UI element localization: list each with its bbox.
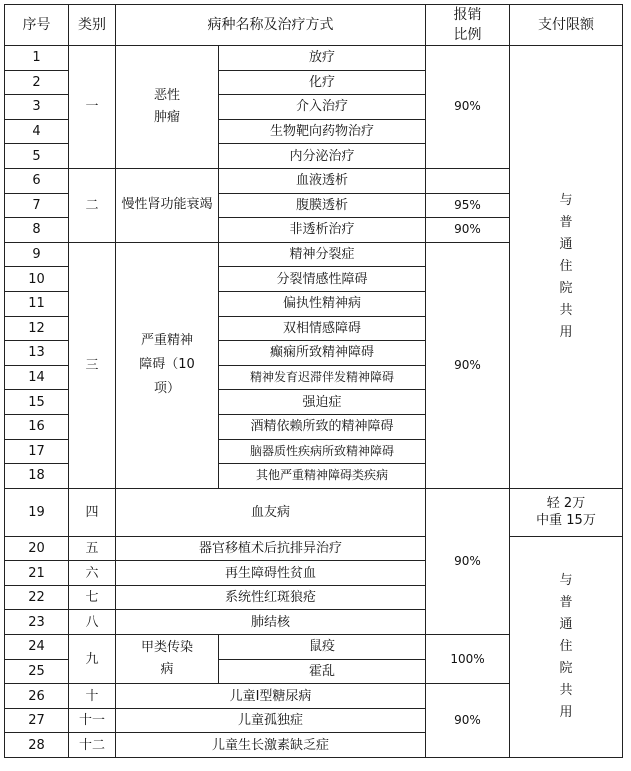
ratio-cell: 90%	[426, 488, 510, 634]
header-limit: 支付限额	[510, 5, 623, 46]
item-cell: 分裂情感性障碍	[219, 267, 426, 292]
group-label-mental: 严重精神障碍（10项）	[139, 333, 195, 397]
item-cell: 化疗	[219, 70, 426, 95]
item-cell: 儿童Ⅰ型糖尿病	[116, 684, 426, 709]
item-cell: 精神分裂症	[219, 242, 426, 267]
limit-cell	[510, 536, 623, 757]
limit-light: 轻 2万	[546, 496, 586, 512]
category-cell: 八	[69, 610, 116, 635]
group-label-tumor: 恶性肿瘤	[153, 87, 180, 125]
seq-cell: 11	[5, 291, 69, 316]
category-cell: 三	[69, 242, 116, 488]
item-cell: 非透析治疗	[219, 218, 426, 243]
group-cell-tumor	[116, 46, 219, 169]
item-cell: 儿童孤独症	[116, 708, 426, 733]
ratio-cell: 95%	[426, 193, 510, 218]
limit-text-shared: 与普通住院共用	[559, 192, 573, 340]
item-cell: 生物靶向药物治疗	[219, 119, 426, 144]
seq-cell: 7	[5, 193, 69, 218]
seq-cell: 22	[5, 585, 69, 610]
item-cell: 脑器质性疾病所致精神障碍	[219, 439, 426, 464]
seq-cell: 17	[5, 439, 69, 464]
header-disease: 病种名称及治疗方式	[116, 5, 426, 46]
seq-cell: 23	[5, 610, 69, 635]
header-category: 类别	[69, 5, 116, 46]
seq-cell: 28	[5, 733, 69, 758]
table-row	[5, 46, 623, 71]
group-label-infect: 甲类传染病	[140, 640, 193, 678]
item-cell: 儿童生长激素缺乏症	[116, 733, 426, 758]
item-cell: 其他严重精神障碍类疾病	[219, 464, 426, 489]
group-cell-kidney	[116, 168, 219, 242]
item-cell: 癫痫所致精神障碍	[219, 341, 426, 366]
limit-heavy: 中重 15万	[536, 513, 596, 529]
seq-cell: 16	[5, 414, 69, 439]
seq-cell: 5	[5, 144, 69, 169]
seq-cell: 4	[5, 119, 69, 144]
item-cell: 系统性红斑狼疮	[116, 585, 426, 610]
category-cell: 五	[69, 536, 116, 561]
reimbursement-table	[4, 4, 623, 758]
group-label-kidney: 慢性肾功能衰竭	[121, 197, 213, 213]
ratio-cell-empty	[426, 168, 510, 193]
item-cell: 肺结核	[116, 610, 426, 635]
category-cell: 二	[69, 168, 116, 242]
limit-text-shared: 与普通住院共用	[559, 572, 573, 720]
item-cell: 内分泌治疗	[219, 144, 426, 169]
seq-cell: 26	[5, 684, 69, 709]
header-ratio-text: 报销比例	[453, 7, 482, 43]
seq-cell: 10	[5, 267, 69, 292]
ratio-cell: 90%	[426, 684, 510, 758]
seq-cell: 13	[5, 341, 69, 366]
ratio-cell: 100%	[426, 635, 510, 684]
item-cell: 血液透析	[219, 168, 426, 193]
seq-cell: 27	[5, 708, 69, 733]
header-ratio	[426, 5, 510, 46]
table-row	[5, 536, 623, 561]
seq-cell: 8	[5, 218, 69, 243]
category-cell: 六	[69, 561, 116, 586]
header-row	[5, 5, 623, 46]
seq-cell: 12	[5, 316, 69, 341]
category-cell: 十一	[69, 708, 116, 733]
category-cell: 十二	[69, 733, 116, 758]
category-cell: 四	[69, 488, 116, 536]
seq-cell: 25	[5, 659, 69, 684]
seq-cell: 9	[5, 242, 69, 267]
seq-cell: 2	[5, 70, 69, 95]
item-cell: 血友病	[116, 488, 426, 536]
item-cell: 偏执性精神病	[219, 291, 426, 316]
item-cell: 再生障碍性贫血	[116, 561, 426, 586]
group-cell-mental	[116, 242, 219, 488]
header-seq: 序号	[5, 5, 69, 46]
ratio-cell: 90%	[426, 46, 510, 169]
seq-cell: 3	[5, 95, 69, 120]
category-cell: 七	[69, 585, 116, 610]
limit-cell	[510, 46, 623, 489]
item-cell: 霍乱	[219, 659, 426, 684]
table-row	[5, 488, 623, 536]
item-cell: 放疗	[219, 46, 426, 71]
category-cell: 九	[69, 635, 116, 684]
item-cell: 酒精依赖所致的精神障碍	[219, 414, 426, 439]
seq-cell: 14	[5, 365, 69, 390]
seq-cell: 20	[5, 536, 69, 561]
seq-cell: 1	[5, 46, 69, 71]
seq-cell: 6	[5, 168, 69, 193]
item-cell: 介入治疗	[219, 95, 426, 120]
item-cell: 强迫症	[219, 390, 426, 415]
seq-cell: 19	[5, 488, 69, 536]
item-cell: 器官移植术后抗排异治疗	[116, 536, 426, 561]
category-cell: 十	[69, 684, 116, 709]
item-cell: 精神发育迟滞伴发精神障碍	[219, 365, 426, 390]
seq-cell: 24	[5, 635, 69, 660]
item-cell: 双相情感障碍	[219, 316, 426, 341]
item-cell: 腹膜透析	[219, 193, 426, 218]
ratio-cell: 90%	[426, 242, 510, 488]
seq-cell: 18	[5, 464, 69, 489]
ratio-cell: 90%	[426, 218, 510, 243]
category-cell: 一	[69, 46, 116, 169]
limit-cell-hemophilia	[510, 488, 623, 536]
seq-cell: 15	[5, 390, 69, 415]
item-cell: 鼠疫	[219, 635, 426, 660]
group-cell-infect	[116, 635, 219, 684]
seq-cell: 21	[5, 561, 69, 586]
